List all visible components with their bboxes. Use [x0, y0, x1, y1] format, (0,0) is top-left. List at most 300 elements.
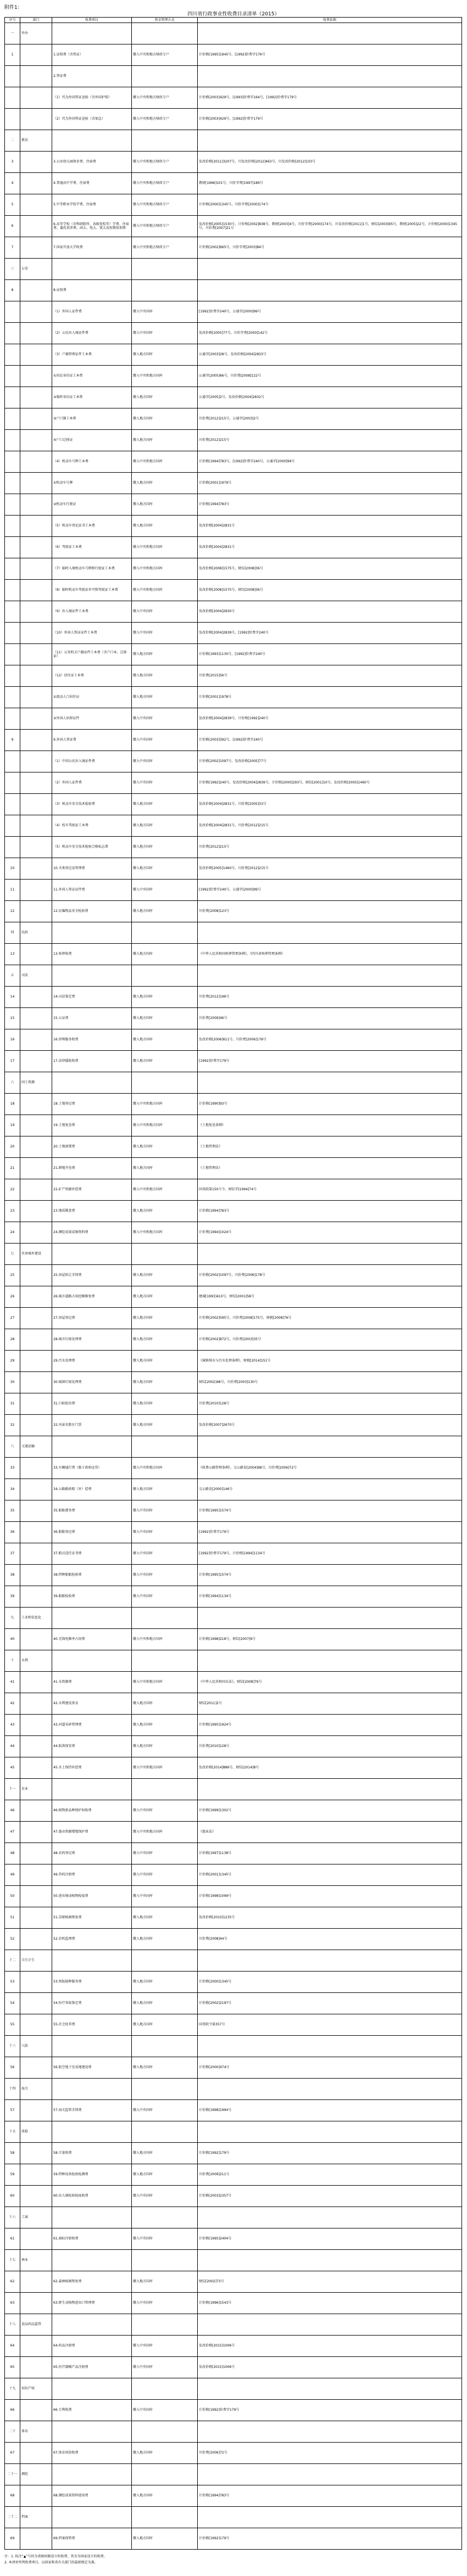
row-dept — [20, 1329, 52, 1351]
row-dept — [20, 880, 52, 901]
row-dept — [20, 473, 52, 494]
row-index: 45 — [5, 1757, 20, 1779]
row-dept — [20, 1972, 52, 1993]
row-fee-basis: 国务院令第357号 — [198, 2014, 462, 2036]
dept-row — [5, 1779, 462, 1800]
row-fund-management — [132, 1436, 198, 1458]
dept-row — [5, 965, 462, 987]
row-fee-basis — [198, 1436, 462, 1458]
row-index: 31 — [5, 1393, 20, 1415]
row-index: 33 — [5, 1458, 20, 1479]
row-fund-management: 缴入地方国库 — [132, 1329, 198, 1351]
row-fee-name: ③户口簿工本费 — [52, 408, 132, 430]
row-index: 59 — [5, 2164, 20, 2186]
row-index: 四 — [5, 922, 20, 944]
row-dept — [20, 2336, 52, 2357]
row-dept — [20, 708, 52, 730]
row-fund-management: 缴入中央和地方财政专户 — [132, 173, 198, 194]
row-index: 16 — [5, 1029, 20, 1051]
row-fund-management: 缴入地方国库 — [132, 1907, 198, 1929]
row-fee-basis — [198, 2314, 462, 2336]
table-row — [5, 66, 462, 87]
row-dept — [20, 1500, 52, 1522]
table-row — [5, 2271, 462, 2293]
row-dept — [20, 987, 52, 1008]
dept-row — [5, 130, 462, 152]
row-fee-basis — [198, 1608, 462, 1629]
dept-row — [5, 2036, 462, 2057]
row-fund-management: 缴入中央和地方国库 — [132, 537, 198, 558]
row-dept — [20, 1308, 52, 1329]
row-fee-name: （5）机动车安全技术检验合格标志费 — [52, 837, 132, 858]
row-fee-name: 36.船舶登记费 — [52, 1522, 132, 1543]
table-row — [5, 194, 462, 216]
row-dept — [20, 237, 52, 259]
row-dept — [20, 2143, 52, 2164]
row-fund-management: 缴入中央和地方财政专户 — [132, 216, 198, 237]
row-dept — [20, 2057, 52, 2079]
row-fee-basis: 川价费[2010]128号 — [198, 1736, 462, 1757]
row-index: 21 — [5, 1158, 20, 1179]
row-index: 65 — [5, 2357, 20, 2378]
row-dept — [20, 558, 52, 580]
row-fee-basis: 发改价格[2005]1460号，川价费[2012]215号 — [198, 858, 462, 880]
table-row — [5, 1522, 462, 1543]
row-fee-basis: 计价格[2002]1097号，发改价格[2005]77号 — [198, 751, 462, 772]
row-dept — [20, 1907, 52, 1929]
row-fee-basis: 《土地管理法》 — [198, 1158, 462, 1179]
table-row — [5, 1329, 462, 1351]
row-dept — [20, 430, 52, 451]
row-fee-basis: 计价格[2000]1345号 — [198, 1972, 462, 1993]
row-fund-management: 缴入中央和地方财政专户 — [132, 44, 198, 66]
row-fee-basis: 川价费[2012]215号，公通字[2003]2号 — [198, 408, 462, 430]
row-fee-basis: [1992]价费字179号 — [198, 1051, 462, 1072]
row-index: 58 — [5, 2143, 20, 2164]
row-index: 19 — [5, 1115, 20, 1136]
row-dept — [20, 1029, 52, 1051]
row-fee-name — [52, 1608, 132, 1629]
row-fee-name: （1）中国公民出入境证件费 — [52, 751, 132, 772]
row-fund-management: 缴入中央国库 — [132, 1543, 198, 1565]
table-row — [5, 1265, 462, 1286]
row-fee-basis — [198, 1072, 462, 1094]
table-row — [5, 558, 462, 580]
row-index: 35 — [5, 1500, 20, 1522]
row-dept: 海关 — [20, 2079, 52, 2100]
row-fee-basis: 川价费[2009]46号 — [198, 1008, 462, 1029]
row-dept: 水利 — [20, 1650, 52, 1672]
row-fee-name: （9）出入境证件工本费 — [52, 601, 132, 623]
row-dept — [20, 1286, 52, 1308]
row-fee-name: （3）机动车安全技术检验费 — [52, 794, 132, 815]
row-index: 18 — [5, 1094, 20, 1115]
row-fee-name: 10.犬类登记及管理费 — [52, 858, 132, 880]
row-index: 十五 — [5, 2121, 20, 2143]
row-index: 66 — [5, 2400, 20, 2421]
table-row — [5, 1543, 462, 1565]
row-fee-name: 61.商标注册收费 — [52, 2228, 132, 2250]
row-fee-name: 24.测绘成果成图资料费 — [52, 1222, 132, 1244]
row-index: 3 — [5, 152, 20, 173]
row-fee-basis: 计价格[1994]1134号 — [198, 1586, 462, 1608]
row-index: 36 — [5, 1522, 20, 1543]
table-row — [5, 109, 462, 130]
row-fund-management: 缴入中央和地方国库 — [132, 1179, 198, 1201]
row-fee-name: 67.体育场馆收费 — [52, 2443, 132, 2464]
row-fund-management: 缴入地方国库 — [132, 1972, 198, 1993]
row-fee-name — [52, 922, 132, 944]
table-row — [5, 366, 462, 387]
row-dept — [20, 687, 52, 708]
row-fee-name — [52, 2314, 132, 2336]
row-fee-basis — [198, 66, 462, 87]
row-index: 9 — [5, 730, 20, 751]
row-index: 二 — [5, 130, 20, 152]
footnote-1: 注：1. 标注“▲”号的为省级权限设立的收费，其余为国家设立的收费。 — [4, 2555, 107, 2558]
row-fee-basis — [198, 2207, 462, 2228]
row-dept — [20, 1757, 52, 1779]
row-fee-basis — [198, 23, 462, 44]
row-dept — [20, 494, 52, 516]
row-fee-basis: 发改价格[2014]886号，财综[2014]8号 — [198, 1757, 462, 1779]
row-fee-basis: 《土地管理法》 — [198, 1136, 462, 1158]
row-index: 十 — [5, 1650, 20, 1672]
table-row — [5, 1929, 462, 1950]
row-index: 九 — [5, 1608, 20, 1629]
row-fund-management: 缴入地方国库 — [132, 1736, 198, 1757]
row-fee-basis: 教财[1996]101号，川价字费[1997]189号 — [198, 173, 462, 194]
row-fee-name: （12）居住证工本费 — [52, 665, 132, 687]
row-fee-name: （3）户籍管理证件工本费 — [52, 344, 132, 366]
row-fee-name: 4.普通高中学费、住宿费 — [52, 173, 132, 194]
row-fee-basis: 发改价格[2006]611号，川价费[2006]178号 — [198, 1029, 462, 1051]
row-index: 56 — [5, 2057, 20, 2079]
table-row — [5, 44, 462, 66]
row-index — [5, 815, 20, 837]
table-row — [5, 1115, 462, 1136]
row-fund-management: 缴入中央和地方国库 — [132, 580, 198, 601]
row-index: 53 — [5, 1972, 20, 1993]
row-fee-name: 2.签证费 — [52, 66, 132, 87]
row-index: 46 — [5, 1800, 20, 1822]
row-fund-management: 缴入中央和地方财政专户 — [132, 237, 198, 259]
row-fee-basis: 发改价格[2015]1006号 — [198, 2336, 462, 2357]
row-fee-basis: 计价格[2001]1345号 — [198, 1864, 462, 1886]
row-fee-name — [52, 2421, 132, 2443]
row-index — [5, 473, 20, 494]
row-fee-basis: 发改价格[2008]1575号，财综[2008]36号 — [198, 558, 462, 580]
row-dept — [20, 1736, 52, 1757]
table-row — [5, 2164, 462, 2186]
row-fee-name: 25.房屋转让手续费 — [52, 1265, 132, 1286]
row-dept — [20, 344, 52, 366]
row-dept — [20, 623, 52, 644]
row-fee-basis: 计价格[1998]1099号 — [198, 1886, 462, 1907]
row-index: 十七 — [5, 2250, 20, 2271]
row-index: 23 — [5, 1201, 20, 1222]
row-fee-basis — [198, 2250, 462, 2271]
row-fee-basis: 国务院第150号令，财综字[1994]74号 — [198, 1179, 462, 1201]
table-row — [5, 815, 462, 837]
row-fund-management: 缴入地方国库 — [132, 901, 198, 922]
table-row — [5, 944, 462, 965]
row-fund-management: 缴入中央国库 — [132, 751, 198, 772]
row-fee-basis: 发改价格[2004]2830号 — [198, 601, 462, 623]
row-fee-basis: 计价格[2002]872号，川价费[2003]35号 — [198, 1329, 462, 1351]
row-index — [5, 387, 20, 408]
row-dept — [20, 601, 52, 623]
row-dept — [20, 858, 52, 880]
row-fund-management: 缴入地方国库 — [132, 1351, 198, 1372]
row-dept — [20, 2357, 52, 2378]
row-index: 4 — [5, 173, 20, 194]
row-fee-name: 43.河道采砂管理费 — [52, 1715, 132, 1736]
row-dept: 档案 — [20, 2507, 52, 2528]
row-fee-name: （10）外国人签证证件工本费 — [52, 623, 132, 644]
row-fee-basis: 计价格[2003]429号，[1993]价费字164号，[1992]价费字179号 — [198, 87, 462, 109]
row-fund-management: 缴入中央国库 — [132, 623, 198, 644]
row-fee-basis: 计价格[1994]783号，[1992]价费字240号，公通字[2000]99号 — [198, 451, 462, 473]
row-fee-basis: 计价格[2003]392号，[1992]价费字240号 — [198, 730, 462, 751]
row-fund-management: 缴入中央国库 — [132, 301, 198, 323]
row-fund-management: 缴入地方国库 — [132, 2057, 198, 2079]
row-fee-name: 59.特种设备检验检测费 — [52, 2164, 132, 2186]
table-row — [5, 601, 462, 623]
row-index — [5, 87, 20, 109]
row-fee-basis: 川价费[2006]72号 — [198, 2443, 462, 2464]
row-index: 28 — [5, 1329, 20, 1351]
dept-row — [5, 922, 462, 944]
row-index — [5, 644, 20, 665]
row-fund-management: 缴入地方国库 — [132, 2485, 198, 2507]
row-dept: 人防 — [20, 2036, 52, 2057]
row-dept: 交通运输 — [20, 1436, 52, 1458]
table-row — [5, 2143, 462, 2164]
row-fee-basis — [198, 1244, 462, 1265]
row-dept — [20, 2014, 52, 2036]
row-fund-management — [132, 23, 198, 44]
col-header-index: 序号 — [5, 18, 20, 23]
row-fund-management: 缴入地方国库 — [132, 665, 198, 687]
table-row — [5, 2357, 462, 2378]
row-fee-name: 41.水资源费 — [52, 1672, 132, 1693]
row-fee-basis: 计价格[2001]1979号 — [198, 473, 462, 494]
row-fee-basis: [1992]价费字179号 — [198, 1522, 462, 1543]
table-row — [5, 687, 462, 708]
row-fee-basis: 《收费公路管理条例》，交公路发[2004]98号，川价费[2006]72号 — [198, 1458, 462, 1479]
row-fee-basis: 公通字[2003]28号，发改价格[2004]2833号 — [198, 344, 462, 366]
row-dept — [20, 772, 52, 794]
row-fee-basis: 计价格[1997]1138号 — [198, 1843, 462, 1864]
row-fund-management: 缴入地方国库 — [132, 2164, 198, 2186]
row-fee-basis: [1992]价费字240号，公通字[2000]99号 — [198, 880, 462, 901]
row-fund-management: 缴入地方国库 — [132, 1393, 198, 1415]
row-fee-name — [52, 23, 132, 44]
row-dept — [20, 2485, 52, 2507]
row-dept — [20, 1864, 52, 1886]
table-row — [5, 1672, 462, 1693]
row-fee-basis: 计价格[1992]价费字179号 — [198, 2400, 462, 2421]
row-fee-name: 22.矿产资源补偿费 — [52, 1179, 132, 1201]
row-fee-basis: 计价格[2003]2357号 — [198, 2186, 462, 2207]
row-dept: 测绘 — [20, 2464, 52, 2485]
row-index — [5, 751, 20, 772]
table-row — [5, 473, 462, 494]
row-dept: 知识产权 — [20, 2378, 52, 2400]
row-fee-basis: [1992]价费字240号，公通字[2000]99号 — [198, 301, 462, 323]
row-fee-basis — [198, 1950, 462, 1972]
row-fund-management: 缴入中央国库 — [132, 2100, 198, 2121]
table-row — [5, 1843, 462, 1864]
row-fee-basis: 发改价格[2008]1575号，财综[2008]36号 — [198, 580, 462, 601]
row-dept — [20, 301, 52, 323]
row-fee-name: 33.车辆通行费（限于政府还贷） — [52, 1458, 132, 1479]
row-fee-name: （4）机动车号牌工本费 — [52, 451, 132, 473]
row-fee-name: 14.司法鉴定费 — [52, 987, 132, 1008]
table-body — [5, 23, 462, 2550]
row-dept — [20, 1543, 52, 1565]
row-fee-name — [52, 965, 132, 987]
row-dept — [20, 1415, 52, 1436]
row-index — [5, 665, 20, 687]
row-dept — [20, 173, 52, 194]
row-index — [5, 794, 20, 815]
row-index — [5, 601, 20, 623]
row-fee-name: 42.水利建设基金 — [52, 1693, 132, 1715]
row-fee-basis — [198, 280, 462, 301]
row-index: 40 — [5, 1629, 20, 1650]
row-index: 51 — [5, 1907, 20, 1929]
dept-row — [5, 1436, 462, 1458]
row-fee-name: 17.法律援助收费 — [52, 1051, 132, 1072]
row-dept — [20, 152, 52, 173]
row-fee-basis: 计价格[1992]179号 — [198, 2528, 462, 2550]
row-index — [5, 687, 20, 708]
row-index: 67 — [5, 2443, 20, 2464]
dept-row — [5, 23, 462, 44]
row-fee-basis: 《中华人民共和国水法》，财综[2008]79号 — [198, 1672, 462, 1693]
row-dept — [20, 2400, 52, 2421]
row-fund-management: 缴入地方国库 — [132, 344, 198, 366]
row-fund-management: 缴入中央和地方国库 — [132, 1757, 198, 1779]
row-fee-name: 13.殡葬收费 — [52, 944, 132, 965]
row-fee-name: 62.森林植被恢复费 — [52, 2271, 132, 2293]
row-fund-management: 缴入中央国库 — [132, 2186, 198, 2207]
row-fund-management — [132, 2250, 198, 2271]
row-fee-name — [52, 2121, 132, 2143]
table-row — [5, 451, 462, 473]
row-fee-name — [52, 1244, 132, 1265]
row-fee-basis: 计价格[2002]2197号 — [198, 1993, 462, 2014]
row-index: 61 — [5, 2228, 20, 2250]
row-fund-management: 缴入中央国库 — [132, 708, 198, 730]
row-dept — [20, 1115, 52, 1136]
row-fee-name: 32.风景名胜区门票 — [52, 1415, 132, 1436]
row-fee-name — [52, 1072, 132, 1094]
row-fund-management: 缴入地方国库 — [132, 1136, 198, 1158]
table-row — [5, 2293, 462, 2314]
row-fee-basis: 计价格[1995]2404号 — [198, 2228, 462, 2250]
row-fund-management: 缴入地方国库 — [132, 2014, 198, 2036]
row-fund-management — [132, 2207, 198, 2228]
table-row — [5, 173, 462, 194]
table-row — [5, 323, 462, 344]
table-row — [5, 1972, 462, 1993]
row-fee-name: 63.野生动植物进出口管理费 — [52, 2293, 132, 2314]
row-fund-management — [132, 2421, 198, 2443]
row-index: 42 — [5, 1693, 20, 1715]
table-row — [5, 1886, 462, 1907]
row-fee-basis: 计价格[1995]1945号、[1992]价费字179号 — [198, 44, 462, 66]
table-row — [5, 1993, 462, 2014]
row-fund-management — [132, 2121, 198, 2143]
row-fee-basis: 发改价格[2010]1235号 — [198, 1907, 462, 1929]
row-fee-name: （2）外国人证件费 — [52, 772, 132, 794]
row-fee-basis: 计价费[1994]1024号 — [198, 1222, 462, 1244]
dept-row — [5, 1244, 462, 1265]
row-dept: 外办 — [20, 23, 52, 44]
row-dept — [20, 537, 52, 558]
row-fee-name — [52, 2079, 132, 2100]
row-dept — [20, 2293, 52, 2314]
col-header-dept: 部门 — [20, 18, 52, 23]
row-fee-name: 8.证照费 — [52, 280, 132, 301]
table-row — [5, 1715, 462, 1736]
row-index: 60 — [5, 2186, 20, 2207]
row-fee-name: 26.城市道路占用挖掘修复费 — [52, 1286, 132, 1308]
row-fee-name: 55.社会抚养费 — [52, 2014, 132, 2036]
row-fee-name: ②外国人居留证件 — [52, 708, 132, 730]
row-fund-management: 缴入中央国库 — [132, 1565, 198, 1586]
row-index: 十四 — [5, 2079, 20, 2100]
row-index: 17 — [5, 1051, 20, 1072]
row-fund-management: 缴入中央和地方财政专户 — [132, 152, 198, 173]
table-row — [5, 858, 462, 880]
row-index: 13 — [5, 944, 20, 965]
row-fund-management: 缴入地方国库 — [132, 430, 198, 451]
row-dept — [20, 1822, 52, 1843]
row-fund-management: 缴入地方国库 — [132, 2143, 198, 2164]
table-row — [5, 1136, 462, 1158]
row-fee-name: ①居民身份证工本费 — [52, 366, 132, 387]
row-fund-management — [132, 2314, 198, 2336]
row-dept — [20, 1372, 52, 1393]
row-fee-name: 3.公办幼儿园保育费、住宿费 — [52, 152, 132, 173]
row-fee-basis: 川价费[2012]215号 — [198, 430, 462, 451]
table-row — [5, 2336, 462, 2357]
row-fee-basis: 发改价格[2011]3207号，川发改价格[2012]463号，川发改价格[2012]103号 — [198, 152, 462, 173]
row-dept — [20, 44, 52, 66]
dept-row — [5, 1950, 462, 1972]
dept-row — [5, 2464, 462, 2485]
row-fee-name: 50.进出境动植物检疫费 — [52, 1886, 132, 1907]
row-fee-name: 54.医疗事故鉴定费 — [52, 1993, 132, 2014]
row-fee-name: （7）临时入境机动车号牌和行驶证工本费 — [52, 558, 132, 580]
row-fee-name: 6.高等学校（含科研院所、各级党校等）学费、住宿费、委托培养费、函大、电大、夜大及短期培训费 — [52, 216, 132, 237]
row-dept — [20, 1672, 52, 1693]
row-fund-management: 缴入地方国库 — [132, 687, 198, 708]
row-fund-management: 缴入中央和地方国库 — [132, 558, 198, 580]
row-fee-name: ①机动车号牌 — [52, 473, 132, 494]
row-index: 12 — [5, 901, 20, 922]
row-fee-name — [52, 259, 132, 280]
row-fund-management: 缴入地方国库 — [132, 837, 198, 858]
col-header-fund: 资金管理方式 — [132, 18, 198, 23]
row-dept — [20, 1008, 52, 1029]
row-fund-management: 缴入中央国库 — [132, 2293, 198, 2314]
row-fee-basis: 《中华人民共和国殡葬管理条例》，《四川省殡葬管理条例》 — [198, 944, 462, 965]
